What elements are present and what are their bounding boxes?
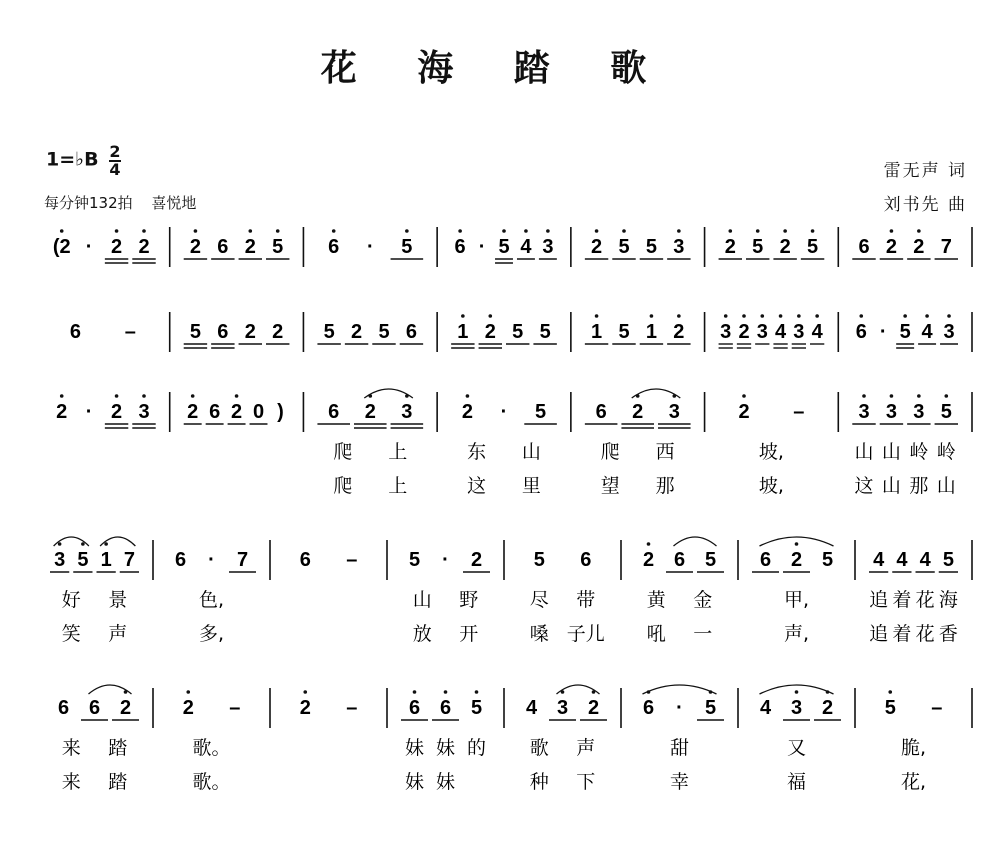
note: 2 [119, 697, 132, 719]
octave-dot [859, 314, 863, 318]
lyric: 着 [892, 623, 912, 645]
lyric: 爬 [600, 441, 620, 463]
lyric: 坡, [758, 441, 784, 463]
lyric: 下 [576, 771, 596, 793]
note: 6 [439, 697, 452, 719]
octave-dot [595, 229, 599, 233]
note: 2 [779, 236, 791, 258]
note: 5 [821, 549, 834, 571]
lyric: 这 [854, 475, 874, 497]
lyric: 声, [783, 623, 810, 645]
note: 2 [642, 549, 655, 571]
note: 5 [618, 321, 630, 343]
note: 6 [405, 321, 417, 343]
lyric: 福 [786, 771, 807, 793]
lyric: 着 [892, 589, 912, 611]
lyric: 来 [61, 737, 81, 759]
lyric: 尽 [529, 589, 549, 611]
note: 2 [272, 321, 284, 343]
octave-dot [795, 690, 799, 694]
note: 2 [885, 236, 897, 258]
note: 2 [187, 401, 199, 423]
note: 5 [884, 697, 896, 719]
note: 2 [111, 236, 123, 258]
octave-dot [81, 542, 85, 546]
octave-dot [475, 690, 479, 694]
lyric: 开 [459, 623, 479, 645]
lyric: 野 [459, 589, 479, 611]
lyric: 花, [900, 771, 927, 793]
note: 5 [378, 321, 390, 343]
octave-dot [60, 394, 64, 398]
note: – [346, 549, 358, 571]
note: 3 [756, 321, 768, 343]
octave-dot [811, 229, 815, 233]
note: 5 [77, 549, 89, 571]
note: 3 [556, 697, 569, 719]
lyric: 来 [61, 771, 81, 793]
lyric: 声 [108, 623, 128, 645]
lyric: 踏 [108, 771, 128, 793]
octave-dot [795, 542, 799, 546]
lyric: 多, [198, 623, 225, 645]
note: 5 [323, 321, 335, 343]
note: 3 [858, 401, 870, 423]
octave-dot [191, 394, 195, 398]
lyric: 幸 [669, 771, 690, 793]
note: 5 [272, 236, 284, 258]
lyric: 那 [655, 475, 675, 497]
lyric: 山 [881, 475, 901, 497]
lyric: 歌。 [192, 737, 231, 759]
octave-dot [595, 314, 599, 318]
octave-dot [332, 229, 336, 233]
note: 6 [580, 549, 592, 571]
octave-dot [444, 690, 448, 694]
note: 5 [704, 697, 717, 719]
lyric: 甜 [669, 737, 690, 759]
note: – [346, 697, 358, 719]
octave-dot [303, 690, 307, 694]
note: 7 [940, 236, 952, 258]
note: 5 [752, 236, 764, 258]
note: 6 [408, 697, 421, 719]
mood-marking: 喜悦地 [151, 194, 197, 212]
lyric: 子儿 [566, 623, 605, 645]
octave-dot [413, 690, 417, 694]
octave-dot [248, 229, 252, 233]
octave-dot [235, 394, 239, 398]
note: 6 [454, 236, 466, 258]
octave-dot [742, 314, 746, 318]
note: 3 [720, 321, 732, 343]
note: 0 [252, 401, 265, 423]
lyric: 山 [521, 441, 541, 463]
lyric: 种 [529, 771, 549, 793]
note: 2 [364, 401, 376, 423]
note: · [676, 697, 683, 719]
lyric: 海 [938, 589, 958, 611]
lyric: 又 [786, 737, 807, 759]
note: 6 [209, 401, 221, 423]
lyric: 追 [869, 589, 889, 611]
octave-dot [917, 394, 921, 398]
lyric: 的 [466, 737, 487, 759]
note: 1 [645, 321, 657, 343]
slur [674, 537, 717, 546]
note: – [793, 401, 805, 423]
lyric: 金 [693, 589, 713, 611]
octave-dot [944, 394, 948, 398]
note: 5 [704, 549, 717, 571]
note: 6 [217, 321, 229, 343]
octave-dot [405, 229, 409, 233]
note: 3 [668, 401, 680, 423]
octave-dot [276, 229, 280, 233]
note: 4 [921, 321, 933, 343]
lyric: 黄 [646, 589, 666, 611]
slur [643, 685, 717, 694]
note: 5 [942, 549, 954, 571]
note: 4 [520, 236, 532, 258]
octave-dot [647, 542, 651, 546]
lyric: 香 [938, 623, 958, 645]
lyric: 踏 [108, 737, 128, 759]
note: 6 [328, 401, 340, 423]
note: 1 [100, 549, 112, 571]
note: · [208, 549, 215, 571]
note: 5 [807, 236, 819, 258]
lyric: 那 [909, 475, 929, 497]
lyric: 望 [600, 475, 620, 497]
octave-dot [677, 229, 681, 233]
lyric: 歌 [529, 737, 549, 759]
note: 2 [470, 549, 483, 571]
lyric: 脆, [900, 737, 927, 759]
octave-dot [890, 229, 894, 233]
lyric: 景 [108, 589, 128, 611]
song-title: 花 海 踏 歌 [320, 47, 671, 89]
lyricist-credit: 雷无声 词 [883, 161, 967, 181]
note: 6 [642, 697, 655, 719]
octave-dot [194, 229, 198, 233]
lyric: 爬 [333, 475, 353, 497]
octave-dot [115, 229, 119, 233]
note: 3 [401, 401, 413, 423]
note: 2 [738, 401, 750, 423]
note: 4 [525, 697, 538, 719]
note: 6 [759, 549, 772, 571]
key-label: 1=♭B [46, 148, 99, 171]
note: 4 [775, 321, 787, 343]
octave-dot [728, 229, 732, 233]
lyric: 妹 [435, 771, 456, 793]
lyric: 追 [869, 623, 889, 645]
lyric: 放 [412, 623, 432, 645]
lyric: 色, [198, 589, 225, 611]
note: 2 [244, 321, 256, 343]
note: 4 [919, 549, 931, 571]
note: 2 [591, 236, 603, 258]
note: 5 [618, 236, 630, 258]
octave-dot [524, 229, 528, 233]
note: 6 [673, 549, 686, 571]
note: 5 [189, 321, 201, 343]
note: 2 [461, 401, 473, 423]
lyric: 岭 [936, 441, 956, 463]
octave-dot [903, 314, 907, 318]
note: 6 [174, 549, 187, 571]
note: – [124, 321, 136, 343]
note: – [931, 697, 943, 719]
note: 2 [913, 236, 925, 258]
octave-dot [815, 314, 819, 318]
lyric: 东 [467, 441, 487, 463]
note: 6 [858, 236, 870, 258]
note: 2 [189, 236, 201, 258]
lyric: 声 [576, 737, 596, 759]
note: · [442, 549, 449, 571]
note: ) [277, 401, 284, 423]
lyric: 这 [467, 475, 487, 497]
lyric: 里 [521, 475, 541, 497]
note: 5 [940, 401, 952, 423]
note: 2 [111, 401, 123, 423]
note: 3 [885, 401, 897, 423]
octave-dot [115, 394, 119, 398]
note: 2 [790, 549, 803, 571]
octave-dot [458, 229, 462, 233]
note: 5 [533, 549, 545, 571]
note: 1 [591, 321, 603, 343]
note: 5 [645, 236, 657, 258]
octave-dot [461, 314, 465, 318]
octave-dot [466, 394, 470, 398]
note: 6 [88, 697, 101, 719]
lyric: 吼 [646, 623, 666, 645]
note: 4 [873, 549, 885, 571]
note: 5 [498, 236, 510, 258]
note: 5 [539, 321, 551, 343]
note: 4 [811, 321, 823, 343]
octave-dot [779, 314, 783, 318]
note: 3 [790, 697, 803, 719]
note: 2 [182, 697, 194, 719]
note: 2 [821, 697, 834, 719]
note: 6 [57, 697, 70, 719]
note: 3 [943, 321, 955, 343]
note: 2 [244, 236, 256, 258]
octave-dot [890, 394, 894, 398]
note: 2 [299, 697, 311, 719]
lyric: 妹 [404, 771, 425, 793]
octave-dot [58, 542, 62, 546]
note: · [85, 236, 93, 258]
note: – [229, 697, 241, 719]
octave-dot [760, 314, 764, 318]
note: 4 [759, 697, 772, 719]
lyric: 山 [412, 589, 432, 611]
note: 6 [299, 549, 311, 571]
octave-dot [60, 229, 64, 233]
note: 6 [69, 321, 81, 343]
octave-dot [546, 229, 550, 233]
note: 2 [673, 321, 685, 343]
lyric: 坡, [758, 475, 784, 497]
octave-dot [783, 229, 787, 233]
note: 4 [896, 549, 908, 571]
lyric: 花 [915, 589, 935, 611]
note: 5 [408, 549, 421, 571]
lyric: 西 [655, 441, 675, 463]
note: 5 [899, 321, 911, 343]
note: 3 [913, 401, 925, 423]
note: · [500, 401, 508, 423]
note: 3 [542, 236, 554, 258]
octave-dot [862, 394, 866, 398]
lyric: 上 [388, 441, 408, 463]
octave-dot [947, 314, 951, 318]
octave-dot [742, 394, 746, 398]
note: 5 [401, 236, 413, 258]
note: 2 [56, 401, 68, 423]
note: 3 [793, 321, 805, 343]
time-signature: $\frac{2}{4}$ [109, 142, 121, 179]
note: 6 [855, 321, 867, 343]
note: 6 [328, 236, 340, 258]
octave-dot [917, 229, 921, 233]
composer-credit: 刘书先 曲 [883, 195, 967, 215]
lyric: 笑 [61, 623, 81, 645]
lyric: 甲, [783, 589, 810, 611]
octave-dot [488, 314, 492, 318]
note: 2 [484, 321, 496, 343]
note: 2 [231, 401, 243, 423]
octave-dot [622, 229, 626, 233]
octave-dot [925, 314, 929, 318]
octave-dot [142, 394, 146, 398]
lyric: 上 [388, 475, 408, 497]
note: · [478, 236, 486, 258]
note: 2 [138, 236, 150, 258]
lyric: 嗓 [529, 623, 549, 645]
note: 3 [138, 401, 150, 423]
octave-dot [650, 314, 654, 318]
note: 5 [535, 401, 547, 423]
tempo-marking: 每分钟132拍 [44, 194, 133, 212]
lyric: 花 [915, 623, 935, 645]
note: 2 [724, 236, 736, 258]
lyric: 爬 [333, 441, 353, 463]
note: 5 [470, 697, 483, 719]
octave-dot [186, 690, 190, 694]
lyric: 山 [936, 475, 956, 497]
octave-dot [724, 314, 728, 318]
note: · [879, 321, 887, 343]
lyric: 山 [854, 441, 874, 463]
octave-dot [797, 314, 801, 318]
note: 6 [217, 236, 229, 258]
note: 2 [587, 697, 600, 719]
octave-dot [142, 229, 146, 233]
note: 7 [236, 549, 249, 571]
note: 3 [673, 236, 685, 258]
octave-dot [756, 229, 760, 233]
lyric: 妹 [435, 737, 456, 759]
octave-dot [502, 229, 506, 233]
octave-dot [677, 314, 681, 318]
lyric: 带 [576, 589, 596, 611]
note: (2 [52, 236, 71, 258]
note: · [366, 236, 374, 258]
note: 3 [54, 549, 66, 571]
lyric: 岭 [909, 441, 929, 463]
octave-dot [104, 542, 108, 546]
lyric: 妹 [404, 737, 425, 759]
lyric: 好 [61, 589, 81, 611]
note: 1 [457, 321, 469, 343]
note: · [85, 401, 93, 423]
note: 6 [595, 401, 607, 423]
octave-dot [888, 690, 892, 694]
note: 7 [123, 549, 135, 571]
note: 2 [632, 401, 644, 423]
note: 5 [512, 321, 524, 343]
lyric: 山 [881, 441, 901, 463]
note: 2 [738, 321, 750, 343]
note: 2 [351, 321, 363, 343]
lyric: 歌。 [192, 771, 231, 793]
lyric: 一 [693, 623, 713, 645]
